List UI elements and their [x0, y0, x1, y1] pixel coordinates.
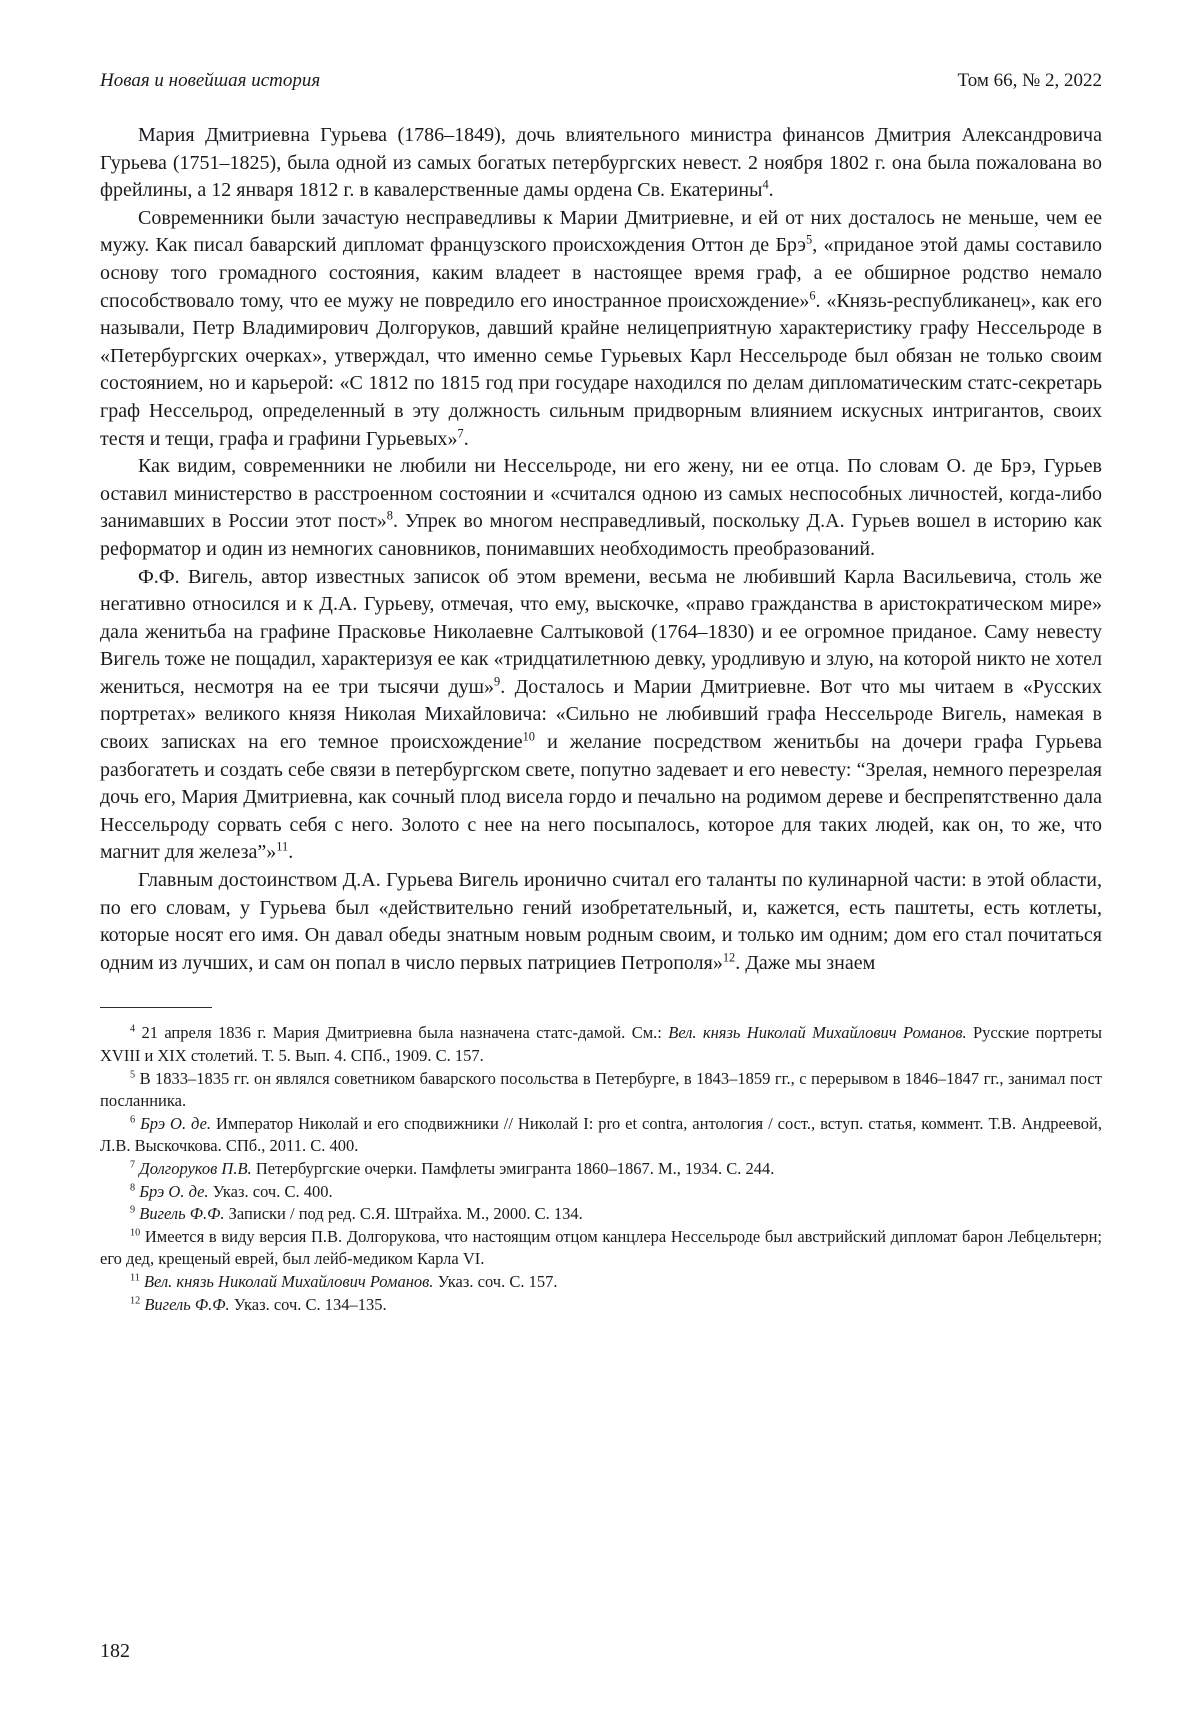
cited-author: Вигель Ф.Ф. [144, 1294, 230, 1314]
footnote-separator [100, 1007, 212, 1008]
article-body [100, 122, 1102, 977]
text-run: . «Князь-республиканец», как его называли, Петр Владимирович Долгоруков, давший крайне нелицеприятную характеристику графу Нессельроде в «Петербургских очерках», утверждал, что именно семье Гурьевых Карл Нессельроде был обязан не только своим состоянием, но и карьерой: «С 1812 по 1815 год при государе находился по делам дипломатическим статс-секретарь граф Нессельрод, определенный в эту должность сильным придворным влиянием искусных интригантов, своих тестя и тещи, графа и графини Гурьевых» [100, 289, 1103, 450]
cited-author: Вигель Ф.Ф. [139, 1204, 225, 1224]
footnote-marker: 9 [494, 674, 501, 689]
cited-author: Вел. князь Николай Михайлович Романов. [668, 1023, 967, 1043]
text-run: . [768, 179, 774, 202]
footnote-marker: 4 [130, 1023, 136, 1035]
footnote-marker: 4 [762, 177, 769, 192]
running-head [100, 70, 1102, 92]
footnote-6 [100, 1113, 1102, 1158]
footnote-marker: 7 [457, 425, 464, 440]
issue-info: Том 66, № 2, 2022 [957, 70, 1102, 91]
text-run: . Упрек во многом несправедливый, поскольку Д.А. Гурьев вошел в историю как реформатор и один из немногих сановников, понимавших необходимость преобразований. [100, 510, 1102, 560]
footnote-marker: 5 [130, 1069, 136, 1081]
footnote-marker: 6 [809, 287, 816, 302]
journal-title: Новая и новейшая история [100, 70, 321, 91]
text-run: В 1833–1835 гг. он являлся советником баварского посольства в Петербурге, в 1843–1859 гг., с перерывом в 1846–1847 гг., занимал пост посланника. [100, 1068, 1102, 1111]
text-run: Император Николай и его сподвижники // Николай I: pro et contra, антология / сост., вступ. статья, коммент. Т.В. Андреевой, Л.В. Выскочкова. СПб., 2011. С. 400. [100, 1113, 1103, 1156]
footnote-marker: 11 [130, 1272, 140, 1284]
footnote-marker: 6 [130, 1114, 136, 1126]
footnote-marker: 5 [806, 232, 813, 247]
cited-author: Вел. князь Николай Михайлович Романов. [143, 1271, 434, 1291]
text-run: Указ. соч. С. 157. [433, 1271, 558, 1291]
text-run: Главным достоинством Д.А. Гурьева Вигель иронично считал его таланты по кулинарной части: в этой области, по его словам, у Гурьева был «действительно гений изобретательный, и, кажется, есть паштеты, есть котлеты, которые носят его имя. Он давал обеды знатным новым родным своим, и только им одним; дом его стал почитаться одним из лучших, и сам он попал в число первых патрициев Петрополя» [100, 869, 1102, 974]
footnote-7 [100, 1158, 1102, 1181]
text-run: Указ. соч. С. 134–135. [229, 1294, 387, 1314]
text-run: Ф.Ф. Вигель, автор известных записок об этом времени, весьма не любивший Карла Васильевича, столь же негативно относился и к Д.А. Гурьеву, отмечая, что ему, выскочке, «право гражданства в аристократическом мире» дала женитьба на графине Прасковье Николаевне Салтыковой (1764–1830) и ее огромное приданое. Саму невесту Вигель тоже не пощадил, характеризуя ее как «тридцатилетнюю девку, уродливую и злую, на которой никто не хотел жениться, несмотря на ее три тысячи душ» [100, 565, 1102, 698]
cited-author: Брэ О. де. [140, 1113, 212, 1133]
cited-author: Долгоруков П.В. [139, 1158, 252, 1178]
footnote-marker: 9 [130, 1204, 136, 1216]
text-run: Имеется в виду версия П.В. Долгорукова, что настоящим отцом канцлера Нессельроде был австрийский дипломат барон Лебцельтерн; его дед, крещеный еврей, был лейб-медиком Карла VI. [100, 1226, 1102, 1269]
footnote-4 [100, 1022, 1102, 1067]
text-run: . Досталось и Марии Дмитриевне. Вот что мы читаем в «Русских портретах» великого князя Николая Михайловича: «Сильно не любивший графа Нессельроде Вигель, намекая в своих записках на его темное происхождение [100, 675, 1103, 754]
paragraph-4 [100, 564, 1102, 868]
paragraph-1 [100, 122, 1102, 205]
footnote-5 [100, 1068, 1102, 1113]
footnote-marker: 8 [386, 508, 393, 523]
text-run: Мария Дмитриевна Гурьева (1786–1849), дочь влиятельного министра финансов Дмитрия Александровича Гурьева (1751–1825), была одной из самых богатых петербургских невест. 2 ноября 1802 г. она была пожалована во фрейлины, а 12 января 1812 г. в кавалерственные дамы ордена Св. Екатерины [100, 124, 1102, 202]
paragraph-2 [100, 205, 1102, 453]
footnote-9 [100, 1203, 1102, 1226]
page-number: 182 [100, 1640, 130, 1662]
paragraph-5 [100, 867, 1102, 977]
footnote-marker: 10 [130, 1227, 141, 1239]
footnote-marker: 12 [130, 1295, 141, 1307]
text-run: . [288, 841, 294, 864]
footnote-10 [100, 1226, 1102, 1271]
footnote-marker: 7 [130, 1159, 136, 1171]
text-run: . Даже мы знаем [735, 951, 876, 974]
text-run: Указ. соч. С. 400. [208, 1181, 333, 1201]
footnote-12 [100, 1294, 1102, 1317]
text-run: Современники были зачастую несправедливы к Марии Дмитриевне, и ей от них досталось не меньше, чем ее мужу. Как писал баварский дипломат французского происхождения Оттон де Брэ [100, 206, 1102, 257]
text-run: , «приданое этой дамы составило основу того громадного состояния, каким владеет в настоящее время граф, а ее обширное родство немало способствовало тому, что ее мужу не повредило его иностранное происхождение» [100, 234, 1102, 312]
text-run: . [463, 427, 469, 450]
text-run: Как видим, современники не любили ни Нессельроде, ни его жену, ни ее отца. По словам О. де Брэ, Гурьев оставил министерство в расстроенном состоянии и «считался одною из самых неспособных личностей, когда-либо занимавших в России этот пост» [100, 455, 1102, 533]
text-run: 21 апреля 1836 г. Мария Дмитриевна была назначена статс-дамой. См.: [135, 1023, 669, 1043]
footnote-marker: 10 [522, 729, 535, 744]
text-run: и желание посредством женитьбы на дочери графа Гурьева разбогатеть и создать себе связи в петербургском свете, попутно задевает и его невесту: “Зрелая, немного перезрелая дочь его, Мария Дмитриевна, как сочный плод висела гордо и печально на родимом дереве и беспрепятственно дала Нессельроду сорвать себя с него. Золото с нее на него посыпалось, которое для таких людей, как он, то же, что магнит для железа”» [100, 731, 1102, 864]
cited-author: Брэ О. де. [139, 1181, 209, 1201]
footnote-11 [100, 1271, 1102, 1294]
footnote-8 [100, 1181, 1102, 1204]
footnote-marker: 11 [276, 839, 289, 854]
text-run: Петербургские очерки. Памфлеты эмигранта 1860–1867. М., 1934. С. 244. [251, 1158, 775, 1178]
footnote-marker: 12 [722, 950, 736, 965]
text-run: Записки / под ред. С.Я. Штрайха. М., 2000. С. 134. [224, 1204, 583, 1224]
footnotes-list [100, 1022, 1102, 1316]
footnote-marker: 8 [130, 1182, 136, 1194]
paragraph-3 [100, 453, 1102, 563]
text-run: Русские портреты XVIII и XIX столетий. Т. 5. Вып. 4. СПб., 1909. С. 157. [100, 1023, 1102, 1065]
